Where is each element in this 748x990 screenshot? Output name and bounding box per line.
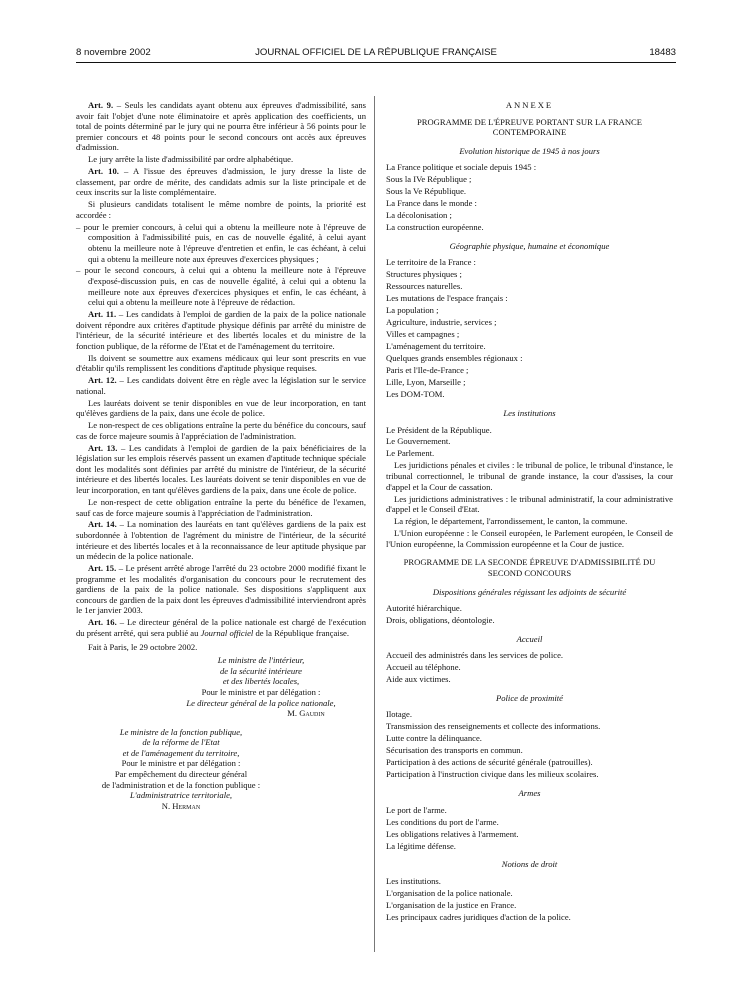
journal-officiel-ref: Journal officiel — [200, 627, 254, 638]
article-10-item-1: – pour le premier concours, à celui qui a obtenu la meilleure note à l'épreuve de composition à l'admissibilité puis, en cas de nouvelle égalité, à celui ayant obtenu la meilleure note à l'épreuve d'entretien et enfin, le cas échéant, à celui qui a obtenu la meilleure note aux épreuves d'exercices physiques ; — [76, 221, 366, 264]
sig2-line-1: Le ministre de la fonction publique, — [119, 726, 243, 737]
article-15-text: – Le présent arrêté abroge l'arrêté du 23 octobre 2000 modifié fixant le programme et les modalités d'organisation du concours pour le recrutement des gardiens de la paix de la police nationale. Ses dispositions s'appliquent aux concours de gardien de la paix dont les épreuves d'admissibilité interviendront après le 1er janvier 2003. — [76, 563, 367, 616]
sig2-line-3: et de l'aménagement du territoire, — [122, 747, 240, 758]
sig1-line-5: Le directeur général de la police nationale, — [186, 697, 336, 708]
sig1-line-2: de la sécurité intérieure — [219, 665, 302, 676]
section-2-title: Géographie physique, humaine et économique — [449, 240, 610, 251]
sig1-signatory: M. Gaudin — [287, 708, 325, 719]
list-item: Ressources naturelles. — [386, 281, 463, 292]
article-13 — [76, 443, 366, 496]
list-item: Les principaux cadres juridiques d'action de la police. — [386, 911, 571, 922]
list-item: L'aménagement du territoire. — [386, 341, 486, 352]
article-10-text: – A l'issue des épreuves d'admission, le jury dresse la liste de classement, par ordre de mérite, des candidats admis sur la liste principale et de ceux inscrits sur la liste complémentaire. — [76, 166, 367, 198]
article-16-text-2: de la République française. — [253, 627, 349, 638]
list-item: Les obligations relatives à l'armement. — [386, 828, 519, 839]
journal-title: JOURNAL OFFICIEL DE LA RÉPUBLIQUE FRANÇAISE — [255, 47, 497, 58]
list-item: Agriculture, industrie, services ; — [386, 317, 497, 328]
sig2-signatory: N. Herman — [161, 800, 201, 811]
article-15 — [76, 563, 366, 616]
sig2-line-5: Par empêchement du directeur général — [114, 769, 248, 780]
list-item: Les conditions du port de l'arme. — [386, 816, 499, 827]
signature-date: Fait à Paris, le 29 octobre 2002. — [88, 641, 198, 652]
article-11 — [76, 309, 366, 351]
list-item: L'Union européenne : le Conseil européen, le Parlement européen, le Conseil de l'Union européenne, la Commission européenne et la Cour de justice. — [386, 528, 673, 549]
sig1-line-3: et des libertés locales, — [222, 676, 300, 687]
article-9-text: – Seuls les candidats ayant obtenu aux épreuves d'admissibilité, sans avoir fait l'objet d'une note éliminatoire et après application des coefficients, un total de points déterminé par le jury qui ne pourra être inférieur à 56 points pour le premier concours et 48 points pour le second concours ont accès aux épreuves d'admission. — [76, 100, 366, 153]
list-item: La décolonisation ; — [386, 210, 452, 221]
section-7-list — [386, 805, 673, 852]
article-11-text: – Les candidats à l'emploi de gardien de la paix de la police nationale doivent répondre aux critères d'aptitude physique définis par arrêté du ministre de l'intérieur, de la sécurité intérieure et des libertés locales et du ministre de la fonction publique, de la réforme de l'Etat et de l'aménagement du territoire. — [76, 309, 366, 351]
list-item: Le Gouvernement. — [386, 436, 451, 447]
header-rule — [76, 62, 676, 63]
article-12-text: – Les candidats doivent être en règle avec la législation sur le service national. — [76, 375, 366, 396]
section-6-title: Police de proximité — [496, 692, 563, 703]
article-16 — [76, 617, 366, 638]
list-item: Ilotage. — [386, 709, 413, 720]
article-10-para-2: Si plusieurs candidats totalisent le même nombre de points, la priorité est accordée : — [76, 199, 366, 220]
article-9-label: Art. 9. — [88, 100, 114, 110]
article-12 — [76, 375, 366, 396]
article-14-text: – La nomination des lauréats en tant qu'élèves gardiens de la paix est subordonnée à l'obtention de l'agrément du ministre de l'intérieur, de la sécurité intérieure et des libertés locales et à la reconnaissance de leur aptitude physique par un médecin de la police nationale. — [76, 519, 366, 562]
section-3-list — [386, 425, 673, 550]
right-column — [386, 100, 673, 924]
section-6-list — [386, 709, 673, 780]
article-16-label: Art. 16. — [88, 617, 117, 628]
article-10-item-2: – pour le second concours, à celui qui a obtenu la meilleure note à l'épreuve d'exposé-discussion puis, en cas de nouvelle égalité, à celui qui a obtenu la meilleure note aux épreuves d'exercices physiques et enfin, le cas échéant, à celui qui a obtenu la meilleure note à l'épreuve de rédaction. — [76, 265, 366, 308]
signature-block-2 — [76, 727, 286, 812]
list-item: Lutte contre la délinquance. — [386, 733, 482, 744]
annexe-title: ANNEXE — [505, 100, 554, 110]
list-item: Sécurisation des transports en commun. — [386, 745, 523, 756]
section-5-list — [386, 650, 673, 685]
article-15-label: Art. 15. — [88, 563, 117, 574]
list-item: Le Président de la République. — [386, 424, 492, 435]
list-item: Aide aux victimes. — [386, 674, 451, 685]
sig2-line-7: L'administratrice territoriale, — [129, 790, 233, 801]
programme-1-title: PROGRAMME DE L'ÉPREUVE PORTANT SUR LA FRANCE CONTEMPORAINE — [416, 116, 643, 138]
list-item: Participation à des actions de sécurité générale (patrouilles). — [386, 757, 593, 768]
article-11-label: Art. 11. — [88, 309, 117, 320]
article-13-label: Art. 13. — [88, 442, 118, 453]
list-item: Structures physiques ; — [386, 269, 462, 280]
section-4-list — [386, 603, 673, 626]
list-item: Le territoire de la France : — [386, 257, 476, 268]
list-item: Drois, obligations, déontologie. — [386, 615, 495, 626]
sig2-line-4: Pour le ministre et par délégation : — [121, 758, 241, 769]
section-8-list — [386, 876, 673, 923]
issue-date: 8 novembre 2002 — [76, 47, 151, 58]
article-10-label: Art. 10. — [88, 166, 119, 177]
list-item: Les juridictions pénales et civiles : le tribunal de police, le tribunal d'instance, le tribunal correctionnel, le tribunal de grande instance, la cour d'assises, la cour d'appel et la Cour de cassation. — [386, 460, 673, 492]
list-item: Villes et campagnes ; — [386, 329, 460, 340]
list-item: L'organisation de la justice en France. — [386, 899, 517, 910]
article-9 — [76, 100, 366, 153]
list-item: Accueil au téléphone. — [386, 662, 461, 673]
section-1-list — [386, 162, 673, 233]
article-10 — [76, 166, 366, 198]
page-header — [76, 48, 676, 62]
list-item: Participation à l'instruction civique dans les milieux scolaires. — [386, 769, 599, 780]
list-item: Les mutations de l'espace français : — [386, 293, 508, 304]
article-12-label: Art. 12. — [88, 375, 117, 386]
article-9-para-2: Le jury arrête la liste d'admissibilité par ordre alphabétique. — [88, 154, 294, 165]
list-item: Sous la IVe République ; — [386, 174, 472, 185]
sig2-line-2: de la réforme de l'Etat — [142, 737, 220, 748]
article-14-label: Art. 14. — [88, 519, 117, 530]
section-5-title: Accueil — [516, 633, 543, 644]
list-item: La construction européenne. — [386, 222, 484, 233]
list-item: Paris et l'Ile-de-France ; — [386, 365, 469, 376]
programme-2-title: PROGRAMME DE LA SECONDE ÉPREUVE D'ADMISSIBILITÉ DU SECOND CONCOURS — [403, 557, 656, 578]
sig1-line-4: Pour le ministre et par délégation : — [201, 686, 321, 697]
list-item: Sous la Ve République. — [386, 186, 467, 197]
section-2-list — [386, 257, 673, 399]
list-item: Les DOM-TOM. — [386, 389, 445, 400]
column-divider — [374, 96, 375, 952]
left-column — [76, 100, 366, 811]
article-12-para-2: Les lauréats doivent se tenir disponibles en vue de leur incorporation, en tant qu'élèves gardiens de la paix, dans une école de police. — [76, 397, 366, 419]
section-3-title: Les institutions — [503, 407, 556, 418]
section-7-title: Armes — [518, 788, 541, 798]
section-4-title: Dispositions générales régissant les adjoints de sécurité — [432, 586, 627, 597]
list-item: Lille, Lyon, Marseille ; — [386, 377, 466, 388]
article-11-para-2: Ils doivent se soumettre aux examens médicaux qui leur sont prescrits en vue d'établir qu'ils remplissent les conditions d'aptitude physique requises. — [76, 352, 366, 374]
article-14 — [76, 519, 366, 561]
page-number: 18483 — [649, 47, 676, 58]
list-item: La France politique et sociale depuis 1945 : — [386, 162, 537, 173]
section-1-title: Evolution historique de 1945 à nos jours — [459, 145, 600, 156]
list-item: Quelques grands ensembles régionaux : — [386, 353, 523, 364]
list-item: La région, le département, l'arrondissement, le canton, la commune. — [394, 516, 628, 527]
list-item: L'organisation de la police nationale. — [386, 887, 513, 898]
list-item: Le Parlement. — [386, 448, 435, 459]
sig2-line-6: de l'administration et de la fonction publique : — [101, 779, 261, 790]
article-13-para-2: Le non-respect de cette obligation entraîne la perte du bénéfice de l'examen, sauf cas de force majeure soumis à l'appréciation de l'administration. — [76, 496, 366, 518]
list-item: Transmission des renseignements et collecte des informations. — [386, 721, 601, 732]
list-item: Le port de l'arme. — [386, 804, 447, 815]
section-8-title: Notions de droit — [501, 859, 558, 870]
article-16-text-1: – Le directeur général de la police nationale est chargé de l'exécution du présent arrêté, qui sera publié au — [76, 617, 366, 638]
sig1-line-1: Le ministre de l'intérieur, — [217, 655, 305, 666]
list-item: Accueil des administrés dans les services de police. — [386, 650, 564, 661]
article-12-para-3: Le non-respect de ces obligations entraîne la perte du bénéfice du concours, sauf cas de force majeure soumis à l'appréciation de l'administration. — [76, 420, 366, 441]
signature-block-1 — [76, 655, 366, 719]
article-13-text: – Les candidats à l'emploi de gardien de la paix bénéficiaires de la législation sur les emplois réservés passent un examen d'aptitude technique spéciale dont les modalités sont définies par arrêté du ministre de l'intérieur, de la sécurité intérieure et des libertés locales. Les lauréats doivent se tenir disponibles en vue de leur incorporation, en tant qu'élèves gardiens de la paix, dans une école de police. — [76, 442, 367, 496]
list-item: Les juridictions administratives : le tribunal administratif, la cour administrative d'appel et le Conseil d'Etat. — [386, 493, 673, 515]
list-item: La légitime défense. — [386, 840, 456, 851]
list-item: Autorité hiérarchique. — [386, 603, 462, 614]
list-item: Les institutions. — [386, 875, 441, 886]
list-item: La population ; — [386, 305, 439, 316]
list-item: La France dans le monde : — [386, 198, 477, 209]
